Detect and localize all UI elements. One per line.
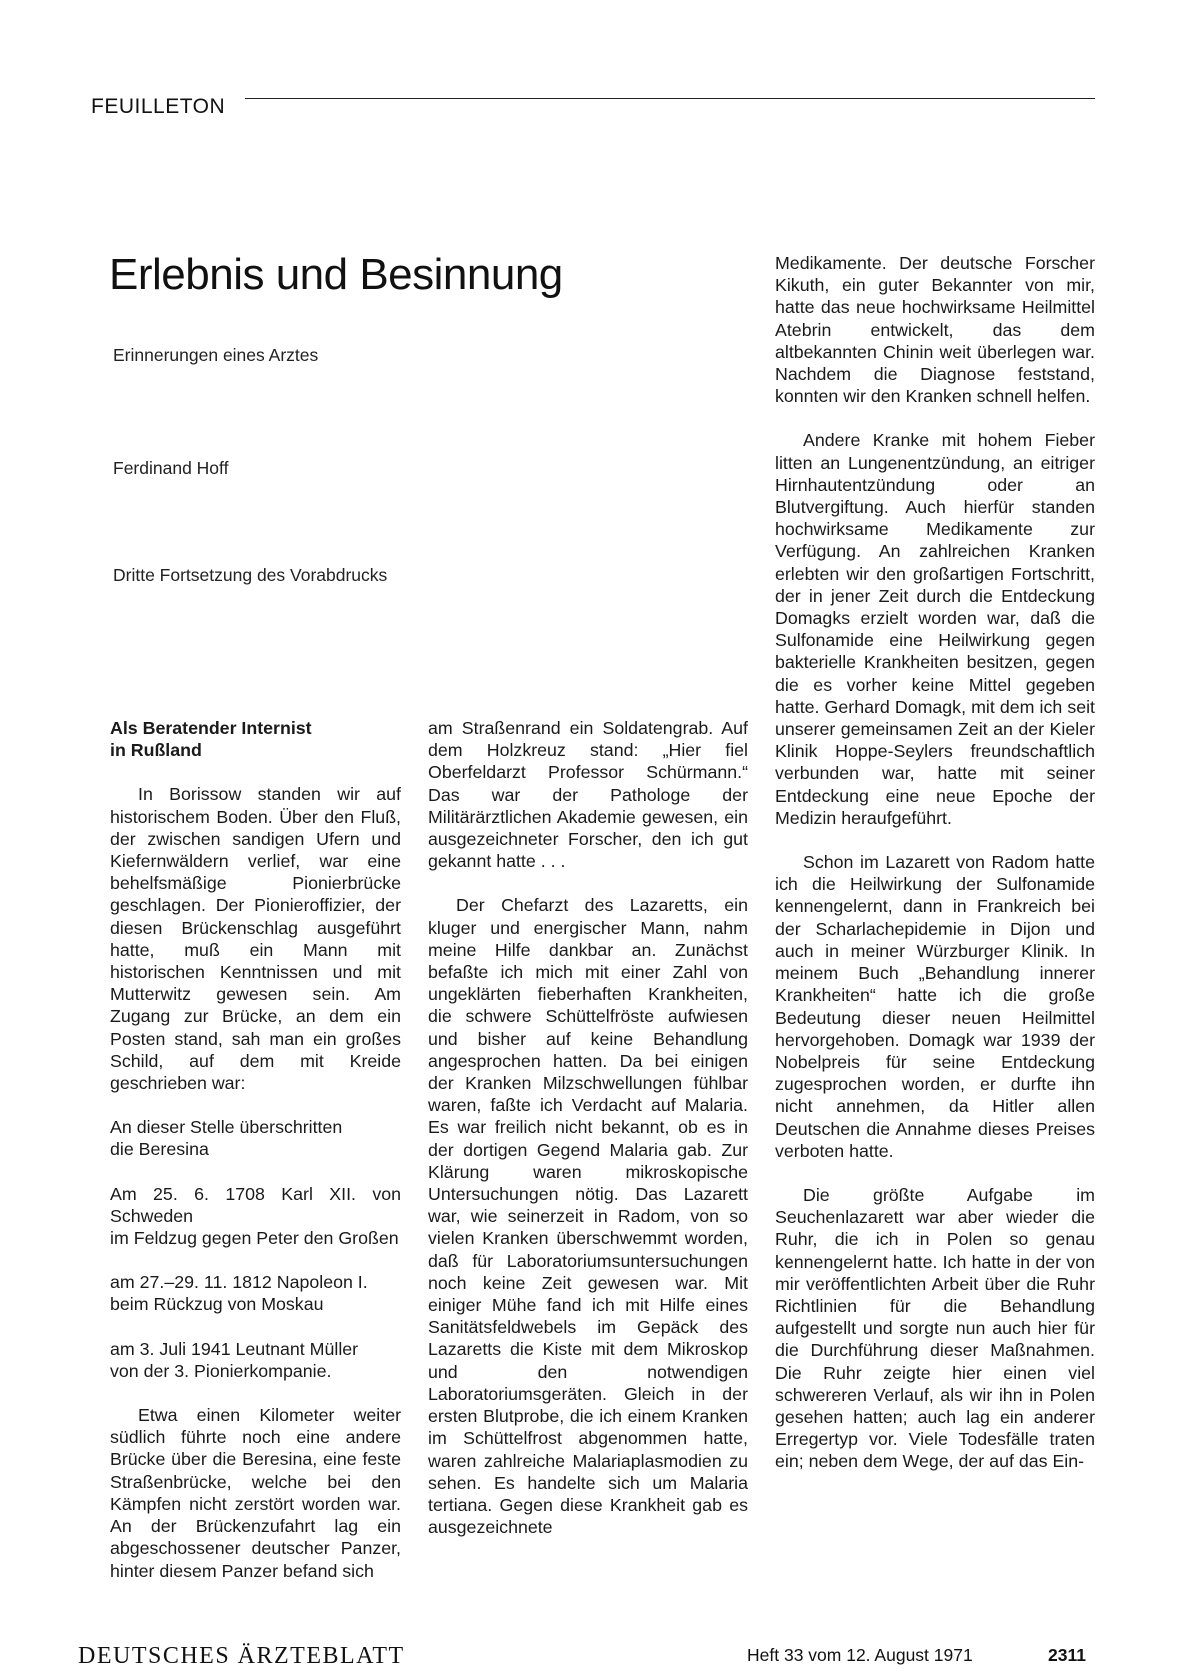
- page-number: 2311: [1048, 1645, 1086, 1665]
- paragraph: Etwa einen Kilometer weiter südlich führte noch eine andere Brücke über die Beresina, eine feste Straßenbrücke, welche bei den Kämpfen nicht zerstört worden war. An der Brückenzufahrt lag ein abgeschossener deutscher Panzer, hinter diesem Panzer befand sich: [110, 1405, 401, 1581]
- paragraph: Der Chefarzt des Lazaretts, ein kluger und energischer Mann, nahm meine Hilfe dankbar an. Zunächst befaßte ich mich mit einer Zahl von ungeklärten fieberhaften Krankheiten, die schwere Schüttelfröste aufwiesen und bisher auf keine Behandlung angesprochen hatten. Da bei einigen der Kranken Milzschwellungen fühlbar waren, faßte ich Verdacht auf Malaria. Es war freilich nicht bekannt, ob es in der dortigen Gegend Malaria gab. Zur Klärung waren mikroskopische Untersuchungen nötig. Das Lazarett war, wie seinerzeit in Radom, von so vielen Kranken überschwemmt worden, daß für Laboratoriumsuntersuchungen noch keine Zeit gewesen war. Mit einiger Mühe fand ich mit Hilfe eines Sanitätsfeldwebels im Gepäck des Lazaretts die Kiste mit dem Mikroskop und den notwendigen Laboratoriumsgeräten. Gleich in der ersten Blutprobe, die ich einem Kranken im Schüttelfrost abgenommen hatte, waren zahlreiche Malariaplasmodien zu sehen. Es handelte sich um Malaria tertiana. Gegen diese Krankheit gab es ausgezeichnete: [428, 895, 748, 1538]
- paragraph: am Straßenrand ein Soldatengrab. Auf dem Holzkreuz stand: „Hier fiel Oberfeldarzt Professor Schürmann.“ Das war der Pathologe der Militärärztlichen Akademie gewesen, ein ausgezeichneter Forscher, den ich gut gekannt hatte . . .: [428, 718, 748, 872]
- article-subtitle: Erinnerungen eines Arztes: [113, 345, 319, 365]
- article-note: Dritte Fortsetzung des Vorabdrucks: [113, 565, 388, 585]
- sign-inscription-3: [110, 1271, 401, 1315]
- paragraph: Medikamente. Der deutsche Forscher Kikuth, ein guter Bekannter von mir, hatte das neue hochwirksame Heilmittel Atebrin entwickelt, das dem altbekannten Chinin weit überlegen war. Nachdem die Diagnose feststand, konnten wir den Kranken schnell helfen.: [775, 253, 1095, 407]
- paragraph: Andere Kranke mit hohem Fieber litten an Lungenentzündung, an eitriger Hirnhautentzündung oder an Blutvergiftung. Auch hierfür standen hochwirksame Medikamente zur Verfügung. An zahlreichen Kranken erlebten wir den großartigen Fortschritt, der in jener Zeit durch die Entdeckung Domagks erzielt worden war, daß die Sulfonamide eine Heilwirkung gegen bakterielle Krankheiten besitzen, gegen die es vorher keine Mittel gegeben hatte. Gerhard Domagk, mit dem ich seit unserer gemeinsamen Zeit an der Kieler Klinik Hoppe-Seylers freundschaftlich verbunden war, hatte mit seiner Entdeckung eine neue Epoche der Medizin heraufgeführt.: [775, 430, 1095, 828]
- sign-inscription-4: [110, 1338, 401, 1382]
- subhead-line-1: Als Beratender Internist: [110, 718, 312, 738]
- sign-inscription-1: [110, 1116, 401, 1160]
- inscription-line: An dieser Stelle überschritten: [110, 1117, 343, 1138]
- inscription-line: im Feldzug gegen Peter den Großen: [110, 1228, 399, 1249]
- inscription-line: am 27.–29. 11. 1812 Napoleon I.: [110, 1272, 368, 1293]
- paragraph: Die größte Aufgabe im Seuchenlazarett war aber wieder die Ruhr, die ich in Polen so genau kennengelernt hatte. Ich hatte in der von mir veröffentlichten Arbeit über die Ruhr Richtlinien für die Behandlung aufgestellt und sorgte nun auch hier für die Durchführung dieser Maßnahmen. Die Ruhr zeigte hier einen viel schwereren Verlauf, als wir ihn in Polen gesehen hatten; auch lag ein anderer Erregertyp vor. Viele Todesfälle traten ein; neben dem Wege, der auf das Ein-: [775, 1184, 1095, 1472]
- sign-inscription-2: [110, 1183, 401, 1250]
- issue-info: Heft 33 vom 12. August 1971: [747, 1645, 973, 1665]
- subhead-line-2: in Rußland: [110, 740, 202, 761]
- inscription-line: beim Rückzug von Moskau: [110, 1294, 324, 1315]
- inscription-line: Am 25. 6. 1708 Karl XII. von Schweden: [110, 1183, 401, 1226]
- column-3: [775, 252, 1095, 1495]
- article-title: Erlebnis und Besinnung: [109, 250, 563, 299]
- column-1: [110, 717, 401, 1604]
- section-rule: [245, 98, 1095, 99]
- inscription-line: von der 3. Pionierkompanie.: [110, 1360, 332, 1381]
- section-subhead: [110, 717, 401, 761]
- inscription-line: die Beresina: [110, 1139, 209, 1160]
- inscription-line: am 3. Juli 1941 Leutnant Müller: [110, 1338, 359, 1359]
- journal-name: DEUTSCHES ÄRZTEBLATT: [78, 1643, 405, 1669]
- column-2: [428, 717, 748, 1560]
- paragraph: In Borissow standen wir auf historischem Boden. Über den Fluß, der zwischen sandigen Ufern und Kiefernwäldern verlief, war eine behelfsmäßige Pionierbrücke geschlagen. Der Pionieroffizier, der diesen Brückenschlag ausgeführt hatte, muß ein Mann mit historischen Kenntnissen und mit Mutterwitz gewesen sein. Am Zugang zur Brücke, an dem ein Posten stand, sah man ein großes Schild, auf dem mit Kreide geschrieben war:: [110, 784, 401, 1094]
- paragraph: Schon im Lazarett von Radom hatte ich die Heilwirkung der Sulfonamide kennengelernt, dann in Frankreich bei der Scharlachepidemie in Dijon und auch in meiner Würzburger Klinik. In meinem Buch „Behandlung innerer Krankheiten“ hatte ich die große Bedeutung dieser neuen Heilmittel hervorgehoben. Domagk war 1939 der Nobelpreis für seine Entdeckung zugesprochen worden, er durfte ihn nicht annehmen, da Hitler allen Deutschen die Annahme dieses Preises verboten hatte.: [775, 852, 1095, 1161]
- section-heading: FEUILLETON: [91, 95, 226, 118]
- article-author: Ferdinand Hoff: [113, 458, 229, 478]
